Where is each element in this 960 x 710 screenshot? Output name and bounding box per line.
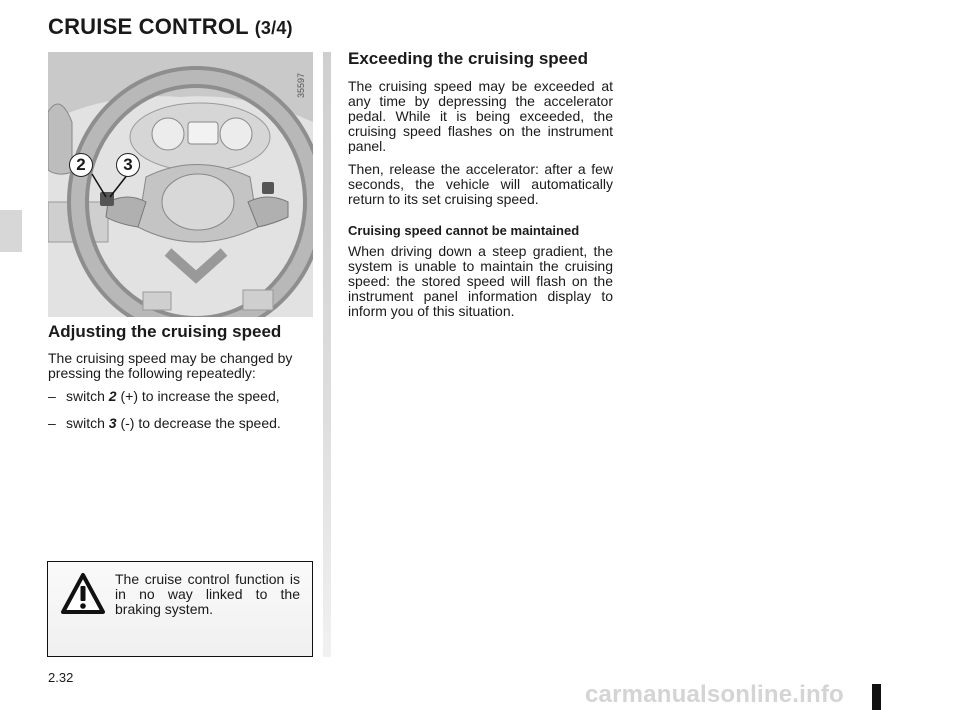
callout-2: 2 [69,153,93,177]
right-column [348,49,613,319]
column-divider [323,52,331,657]
list-item [48,389,313,404]
list-text [66,389,280,404]
exceeding-heading: Exceeding the cruising speed [348,49,588,68]
adjusting-intro: The cruising speed may be changed by pressing the following repeatedly: [48,350,293,381]
warning-text: The cruise control function is in no way linked to the braking system. [115,571,300,617]
page-number: 2.32 [48,670,74,685]
watermark: carmanualsonline.info [585,681,844,708]
maintained-subheading: Cruising speed cannot be maintained [348,223,580,238]
warning-triangle-icon [60,572,106,616]
page-title-part: (3/4) [254,18,293,38]
figure-number: 35597 [296,72,306,98]
left-column [48,322,313,431]
adjusting-heading: Adjusting the cruising speed [48,322,282,341]
exceeding-paragraph-1: The cruising speed may be exceeded at any time by depressing the accelerator pedal. While it is being exceeded, the cruising speed flashes on the instrument panel. [348,78,613,154]
list-rest: (+) to increase the speed, [120,388,280,404]
list-dash: – [48,415,56,431]
switch-number: 2 [108,388,117,404]
maintained-paragraph: When driving down a steep gradient, the system is unable to maintain the cruising speed: the stored speed will flash on the instrument panel information display to inform you of this situation. [348,243,613,319]
list-rest: (-) to decrease the speed. [120,415,281,431]
steering-wheel-drawing [48,52,313,317]
list-prefix: switch [66,388,105,404]
exceeding-paragraph-2: Then, release the accelerator: after a few seconds, the vehicle will automatically return to its set cruising speed. [348,161,613,207]
callout-3: 3 [116,153,140,177]
warning-box [47,561,313,657]
list-text [66,416,281,431]
section-tab [0,210,22,252]
corner-mark [872,684,881,710]
switch-number: 3 [108,415,117,431]
steering-wheel-illustration [48,52,313,317]
page-title [48,14,293,40]
list-item [48,416,313,431]
list-dash: – [48,388,56,404]
list-prefix: switch [66,415,105,431]
page-title-text: CRUISE CONTROL [48,14,249,39]
